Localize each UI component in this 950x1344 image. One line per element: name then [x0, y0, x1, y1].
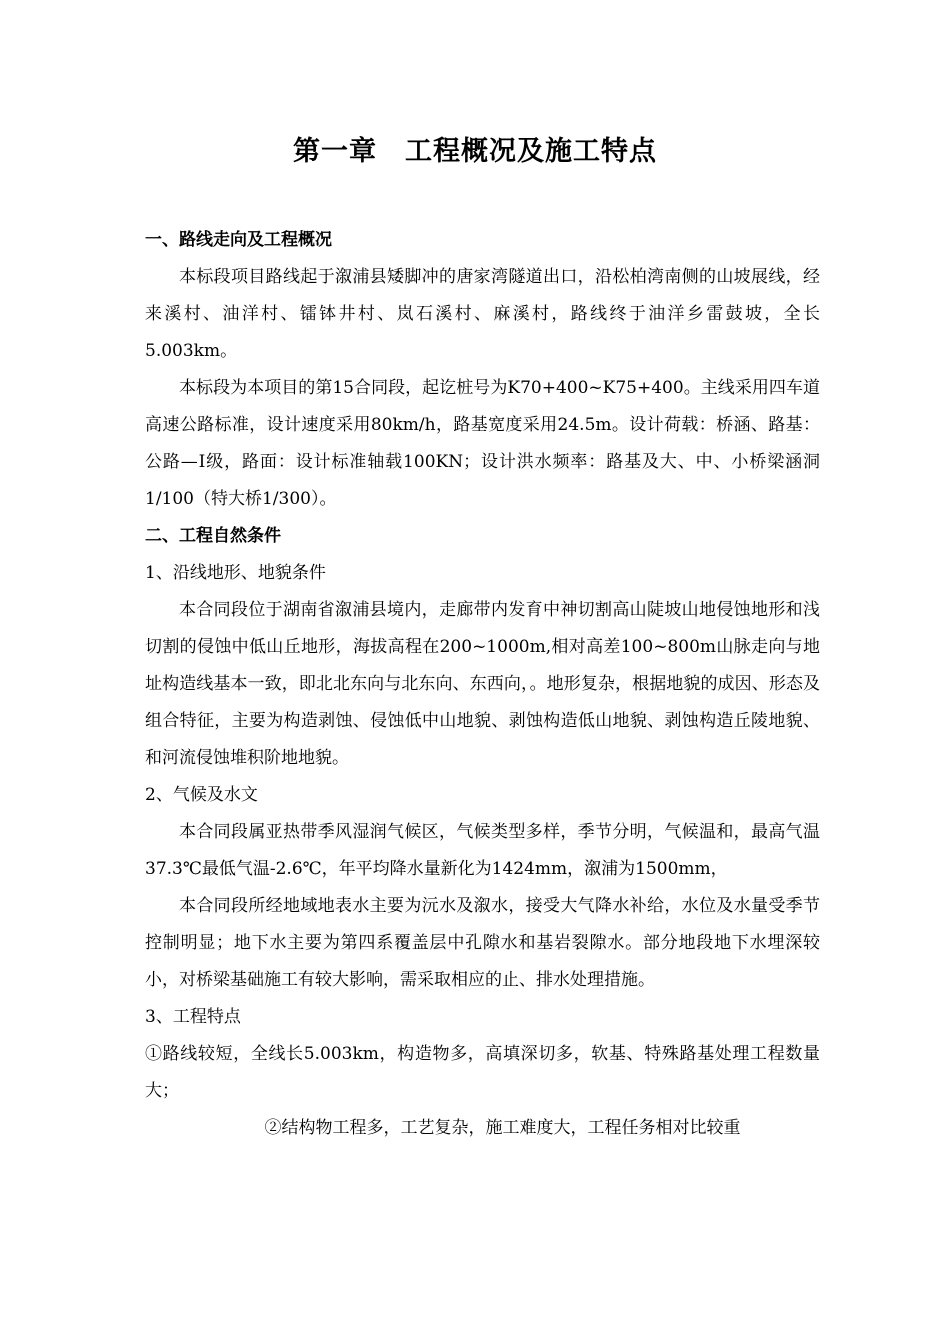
subheading-terrain: 1、沿线地形、地貌条件 — [145, 563, 326, 583]
section-heading-route: 一、路线走向及工程概况 — [145, 230, 332, 250]
paragraph-contract-section: 本标段为本项目的第15合同段，起讫桩号为K70+400~K75+400。主线采用四车道高速公路标准，设计速度采用80km/h，路基宽度采用24.5m。设计荷载：桥涵、路基：公路—Ⅰ级，路面：设计标准轴载100KN；设计洪水频率：路基及大、中、小桥梁涵洞1/100（特大桥1/300）。 — [145, 378, 820, 509]
paragraph-route-description: 本标段项目路线起于溆浦县矮脚冲的唐家湾隧道出口，沿松柏湾南侧的山坡展线，经来溪村、油洋村、镭钵井村、岚石溪村、麻溪村，路线终于油洋乡雷鼓坡，全长5.003km。 — [145, 267, 820, 361]
list-item-feature-1: ①路线较短，全线长5.003km，构造物多，高填深切多，软基、特殊路基处理工程数量大； — [145, 1044, 820, 1101]
document-body — [145, 222, 820, 1147]
subheading-climate: 2、气候及水文 — [145, 785, 258, 805]
chapter-title: 第一章 工程概况及施工特点 — [293, 136, 657, 167]
paragraph-climate: 本合同段属亚热带季风湿润气候区，气候类型多样，季节分明，气候温和，最高气温37.3℃最低气温-2.6℃，年平均降水量新化为1424mm，溆浦为1500mm， — [145, 822, 820, 879]
subheading-features: 3、工程特点 — [145, 1007, 241, 1027]
section-heading-natural-conditions: 二、工程自然条件 — [145, 526, 281, 546]
list-item-feature-2: ②结构物工程多，工艺复杂，施工难度大，工程任务相对比较重 — [264, 1118, 741, 1138]
paragraph-terrain: 本合同段位于湖南省溆浦县境内，走廊带内发育中神切割高山陡坡山地侵蚀地形和浅切割的侵蚀中低山丘地形，海拔高程在200~1000m,相对高差100~800m山脉走向与地址构造线基本一致，即北北东向与北东向、东西向，。地形复杂，根据地貌的成因、形态及组合特征，主要为构造剥蚀、侵蚀低中山地貌、剥蚀构造低山地貌、剥蚀构造丘陵地貌、和河流侵蚀堆积阶地地貌。 — [145, 600, 820, 768]
paragraph-hydrology: 本合同段所经地域地表水主要为沅水及溆水，接受大气降水补给，水位及水量受季节控制明显；地下水主要为第四系覆盖层中孔隙水和基岩裂隙水。部分地段地下水埋深较小，对桥梁基础施工有较大影响，需采取相应的止、排水处理措施。 — [145, 896, 820, 990]
